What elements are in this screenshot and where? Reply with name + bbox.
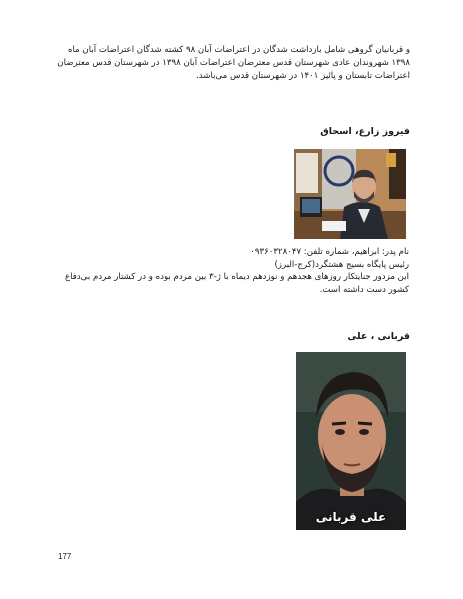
person-name-heading: قربانی ، علی — [347, 331, 410, 342]
photo-caption: علی قربانی — [315, 510, 387, 524]
person-photo — [294, 149, 406, 239]
person-name-heading: فیروز زارع، اسحاق — [320, 126, 410, 137]
person-photo — [296, 352, 406, 530]
intro-line: ۱۳۹۸ شهروندان عادی شهرستان قدس معترضان اعتراضات آبان ۱۳۹۸ در شهرستان قدس معترضان — [57, 58, 410, 68]
details-line: رئیس پایگاه بسیج هشتگرد(کرج-البرز) — [274, 259, 409, 270]
page-number: 177 — [58, 552, 72, 561]
intro-paragraph — [40, 44, 410, 83]
details-line: کشور دست داشته است. — [319, 284, 409, 295]
intro-line: اعتراضات تابستان و پائیز ۱۴۰۱ در شهرستان قدس می‌باشد. — [196, 71, 410, 81]
details-line: نام پدر: ابراهیم، شماره تلفن: ۰۹۳۶۰۳۲۸۰۴۷ — [250, 247, 409, 257]
intro-line: و قربانیان گروهی شامل بازداشت شدگان در اعتراضات آبان ۹۸ کشته شدگان اعتراضات آبان ماه — [67, 45, 410, 55]
details-line: این مزدور جنایتکار روزهای هجدهم و نوزدهم دیماه با ژ-۳ بین مردم بوده و در کشتار مردم بی‌دفاع — [65, 272, 409, 282]
person-details — [54, 246, 409, 296]
